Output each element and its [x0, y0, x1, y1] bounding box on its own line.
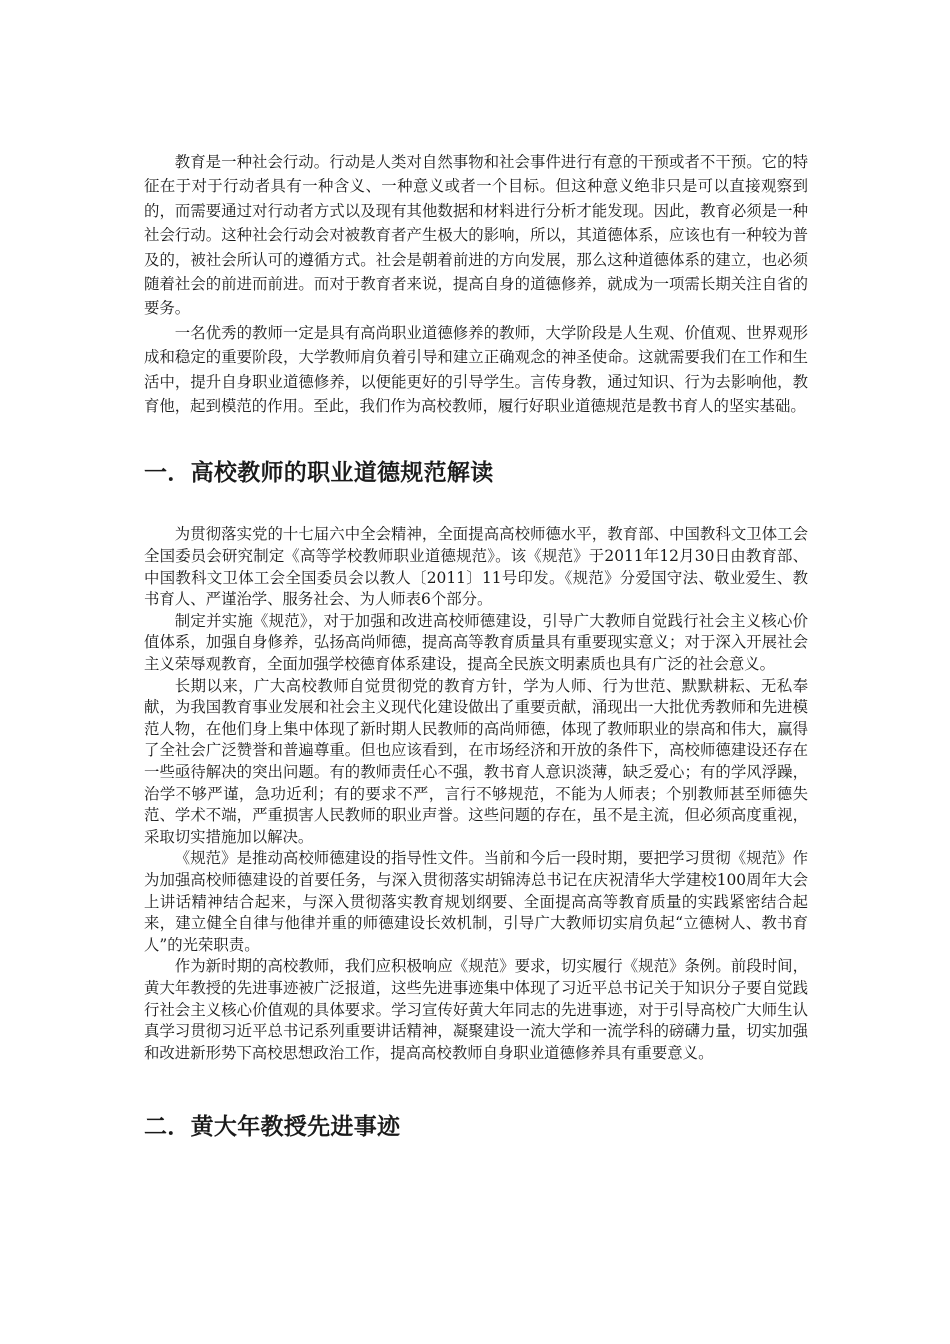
- section-1-paragraph-2: 制定并实施《规范》，对于加强和改进高校师德建设，引导广大教师自觉践行社会主义核心价值体系，加强自身修养，弘扬高尚师德，提高高等教育质量具有重要现实意义；对于深入开展社会主义荣辱观教育，全面加强学校德育体系建设，提高全民族文明素质也具有广泛的社会意义。: [144, 611, 808, 674]
- intro-section: [144, 150, 808, 418]
- section-1-paragraph-1: 为贯彻落实党的十七届六中全会精神，全面提高高校师德水平，教育部、中国教科文卫体工会全国委员会研究制定《高等学校教师职业道德规范》。该《规范》于2011年12月30日由教育部、中国教科文卫体工会全国委员会以教人〔2011〕11号印发。《规范》分爱国守法、敬业爱生、教书育人、严谨治学、服务社会、为人师表6个部分。: [144, 525, 808, 609]
- section-1-paragraph-5: 作为新时期的高校教师，我们应积极响应《规范》要求，切实履行《规范》条例。前段时间，黄大年教授的先进事迹被广泛报道，这些先进事迹集中体现了习近平总书记关于知识分子要自觉践行社会主义核心价值观的具体要求。学习宣传好黄大年同志的先进事迹，对于引导高校广大师生认真学习贯彻习近平总书记系列重要讲话精神，凝聚建设一流大学和一流学科的磅礴力量，切实加强和改进新形势下高校思想政治工作，提高高校教师自身职业道德修养具有重要意义。: [144, 957, 808, 1062]
- section-1-paragraph-4: 《规范》是推动高校师德建设的指导性文件。当前和今后一段时期，要把学习贯彻《规范》作为加强高校师德建设的首要任务，与深入贯彻落实胡锦涛总书记在庆祝清华大学建校100周年大会上讲话精神结合起来，与深入贯彻落实教育规划纲要、全面提高高等教育质量的实践紧密结合起来，建立健全自律与他律并重的师德建设长效机制，引导广大教师切实肩负起“立德树人、教书育人”的光荣职责。: [144, 849, 808, 954]
- intro-paragraph-1: 教育是一种社会行动。行动是人类对自然事物和社会事件进行有意的干预或者不干预。它的特征在于对于行动者具有一种含义、一种意义或者一个目标。但这种意义绝非只是可以直接观察到的，而需要通过对行动者方式以及现有其他数据和材料进行分析才能发现。因此，教育必须是一种社会行动。这种社会行动会对被教育者产生极大的影响，所以，其道德体系，应该也有一种较为普及的，被社会所认可的遵循方式。社会是朝着前进的方向发展，那么这种道德体系的建立，也必须随着社会的前进而前进。而对于教育者来说，提高自身的道德修养，就成为一项需长期关注自省的要务。: [144, 153, 808, 318]
- section-1-heading: 一．高校教师的职业道德规范解读: [144, 460, 494, 487]
- section-1-paragraph-3: 长期以来，广大高校教师自觉贯彻党的教育方针，学为人师、行为世范、默默耕耘、无私奉献，为我国教育事业发展和社会主义现代化建设做出了重要贡献，涌现出一大批优秀教师和先进模范人物，在他们身上集中体现了新时期人民教师的高尚师德，体现了教师职业的崇高和伟大，赢得了全社会广泛赞誉和普遍尊重。但也应该看到，在市场经济和开放的条件下，高校师德建设还存在一些亟待解决的突出问题。有的教师责任心不强，教书育人意识淡薄，缺乏爱心；有的学风浮躁，治学不够严谨，急功近利；有的要求不严，言行不够规范，不能为人师表；个别教师甚至师德失范、学术不端，严重损害人民教师的职业声誉。这些问题的存在，虽不是主流，但必须高度重视，采取切实措施加以解决。: [144, 676, 808, 846]
- document-page: [144, 150, 808, 1142]
- section-2-heading: 二．黄大年教授先进事迹: [144, 1114, 401, 1141]
- section-1-body: [144, 524, 808, 1064]
- intro-paragraph-2: 一名优秀的教师一定是具有高尚职业道德修养的教师，大学阶段是人生观、价值观、世界观形成和稳定的重要阶段，大学教师肩负着引导和建立正确观念的神圣使命。这就需要我们在工作和生活中，提升自身职业道德修养，以便能更好的引导学生。言传身教，通过知识、行为去影响他，教育他，起到模范的作用。至此，我们作为高校教师，履行好职业道德规范是教书育人的坚实基础。: [144, 323, 808, 416]
